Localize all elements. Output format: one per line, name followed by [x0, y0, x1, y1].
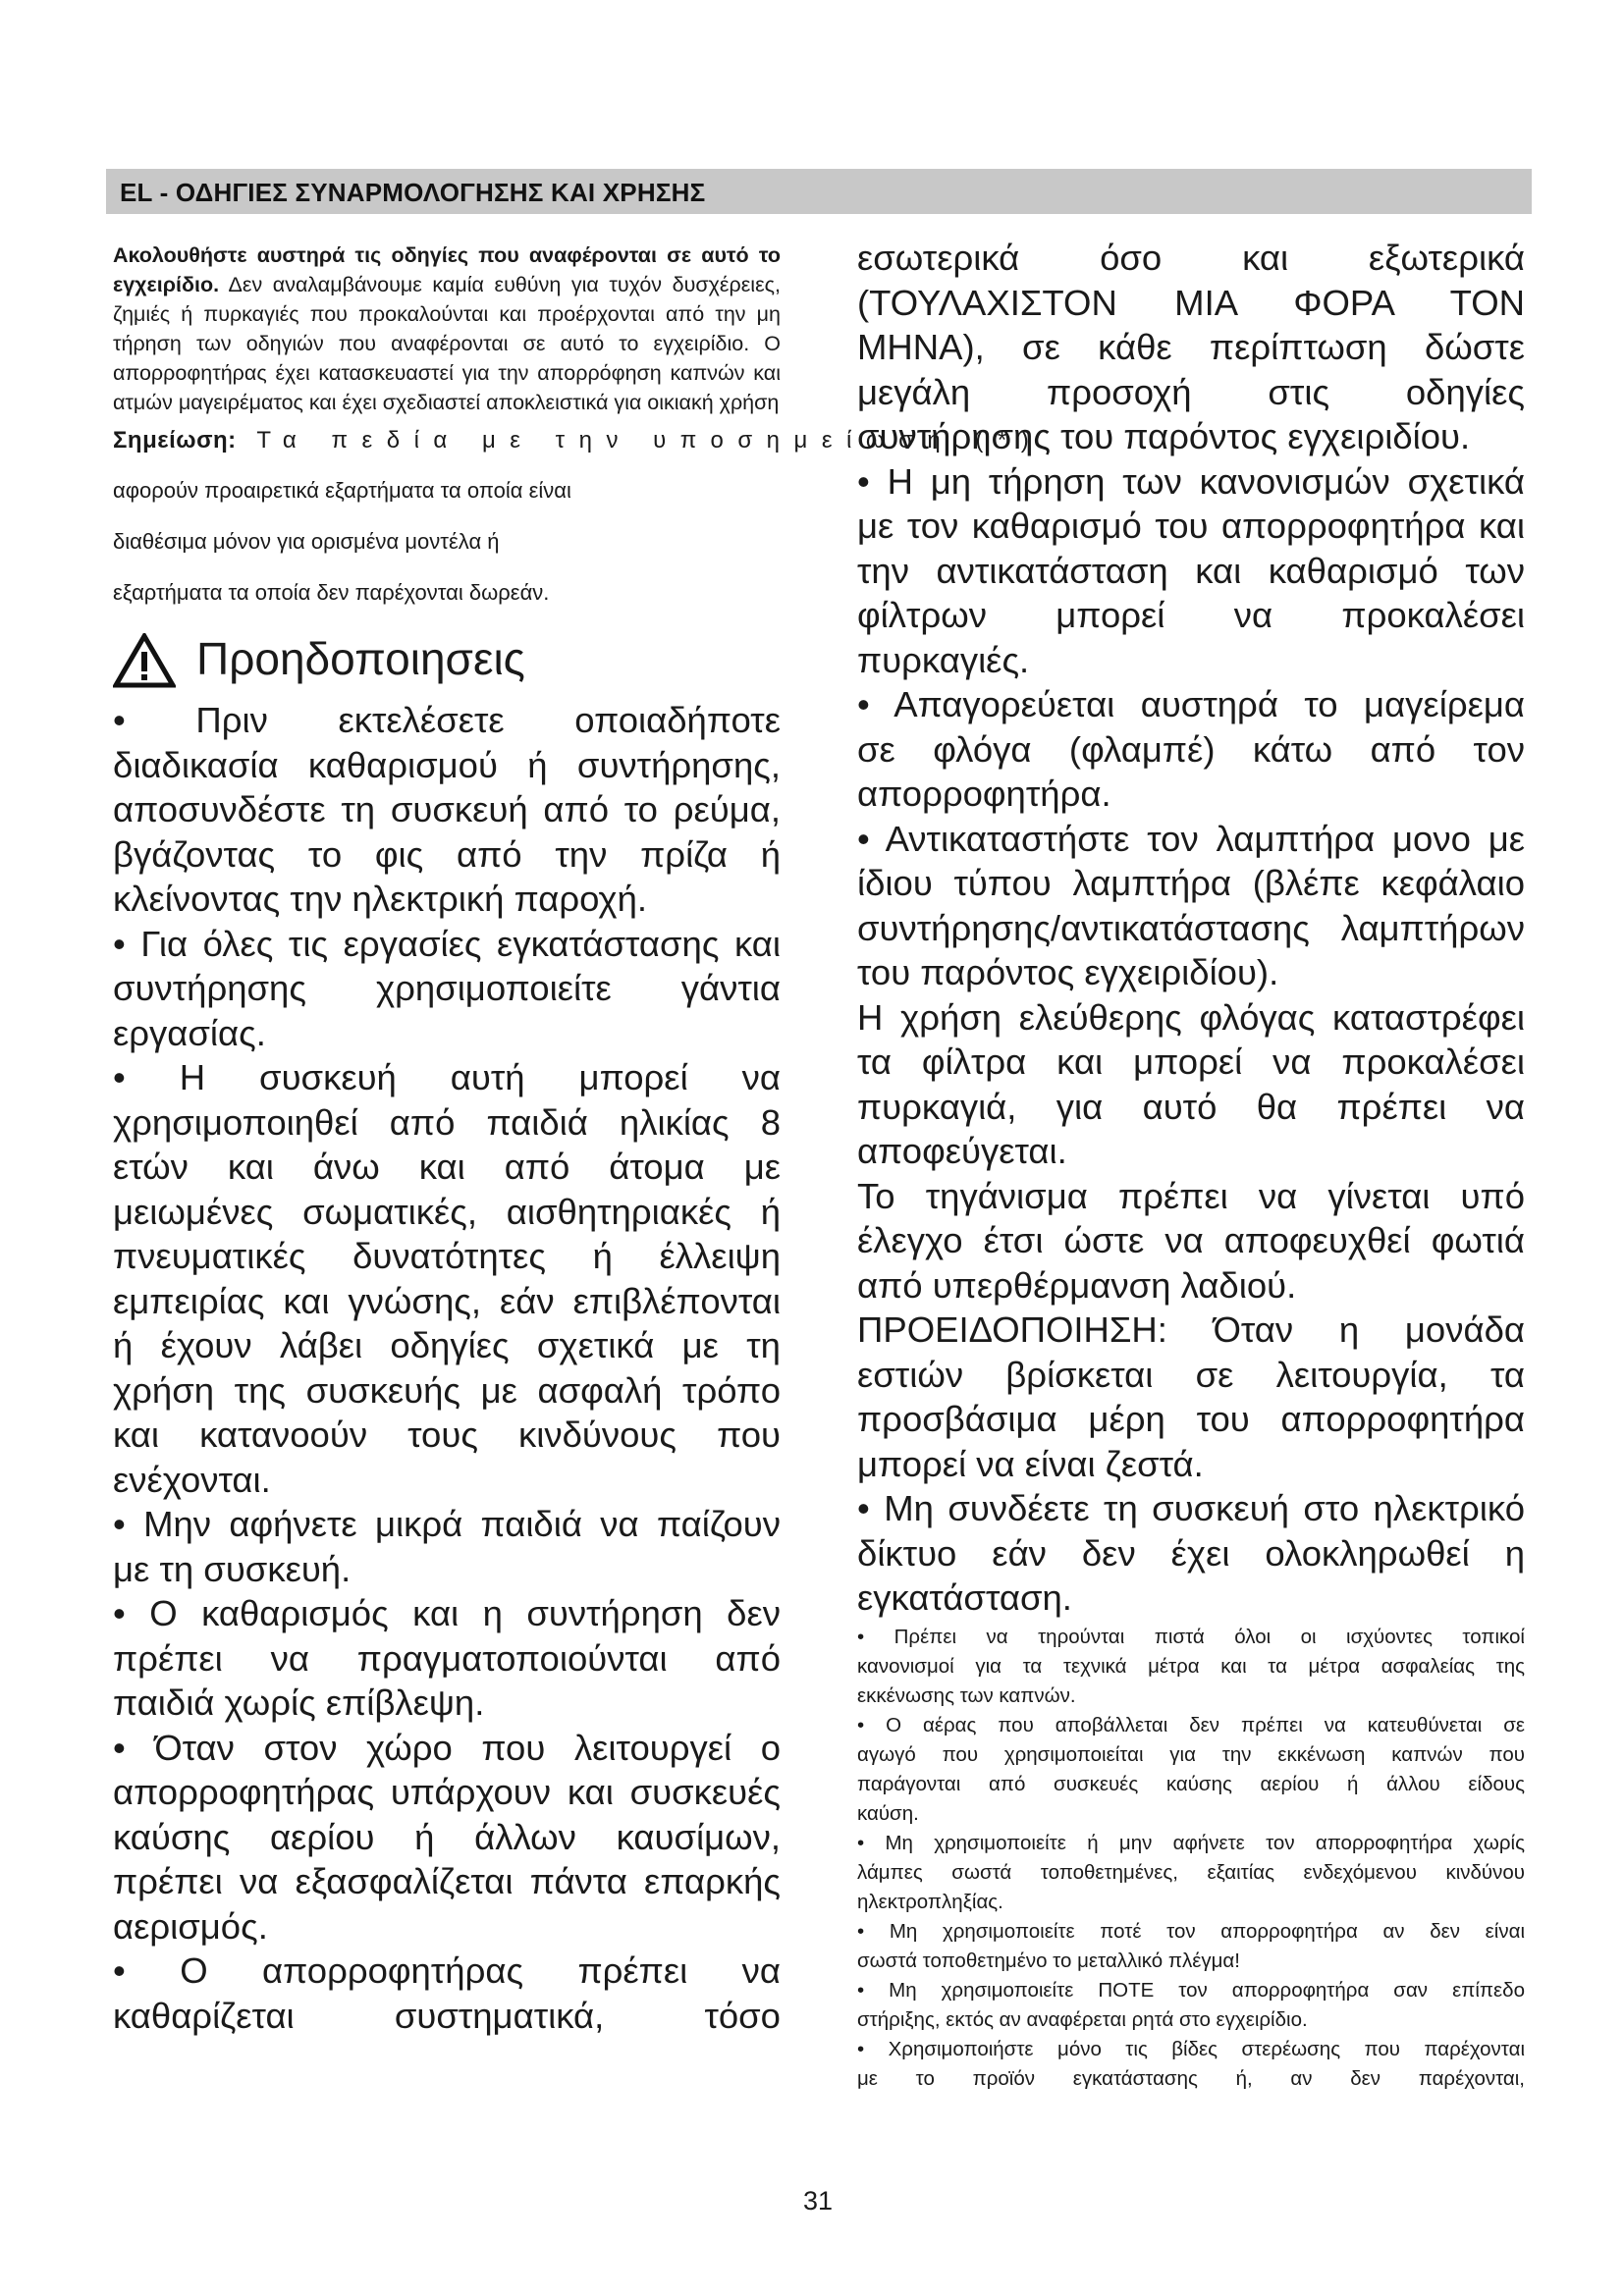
text-line: συντήρησης χρησιμοποιείτε γάντια — [113, 968, 781, 1008]
text-line: • Όταν στον χώρο που λειτουργεί ο — [113, 1727, 781, 1768]
text-line: τα φίλτρα και μπορεί να προκαλέσει — [857, 1041, 1525, 1082]
text-line: συντήρησης/αντικατάστασης λαμπτήρων — [857, 907, 1525, 948]
text-line: πρέπει να εξασφαλίζεται πάντα επαρκής — [113, 1861, 781, 1901]
text-line: • Ο απορροφητήρας πρέπει να — [113, 1950, 781, 1991]
text-line: εσωτερικά όσο και εξωτερικά — [857, 238, 1525, 278]
text-line: παιδιά χωρίς επίβλεψη. — [113, 1682, 485, 1723]
text-line: ΠΡΟΕΙΔΟΠΟΙΗΣΗ: Όταν η μονάδα — [857, 1309, 1525, 1350]
section-header-bar — [106, 169, 1532, 214]
text-line: με τον καθαρισμό του απορροφητήρα και — [857, 506, 1525, 546]
page-number: 31 — [802, 2186, 834, 2216]
small-text-line: με το προϊόν εγκατάστασης ή, αν δεν παρέχονται, — [857, 2066, 1525, 2090]
text-line: μεγάλη προσοχή στις οδηγίες — [857, 371, 1525, 412]
note-first-line — [113, 425, 1044, 456]
text-line: με τη συσκευή. — [113, 1548, 352, 1589]
text-line: εργασίας. — [113, 1012, 266, 1053]
note-line: εξαρτήματα τα οποία δεν παρέχονται δωρεάν. — [113, 580, 550, 605]
text-line: προσβάσιμα μέρη του απορροφητήρα — [857, 1399, 1525, 1439]
text-line: την αντικατάσταση και καθαρισμό των — [857, 550, 1525, 591]
text-line: πυρκαγιές. — [857, 639, 1030, 680]
warnings-right-small-text — [857, 1623, 1525, 2094]
right-column — [857, 236, 1525, 2094]
text-line: δίκτυο εάν δεν έχει ολοκληρωθεί η — [857, 1532, 1525, 1574]
text-line: εστιών βρίσκεται σε λειτουργία, τα — [857, 1354, 1525, 1395]
note-line: διαθέσιμα μόνον για ορισμένα μοντέλα ή — [113, 529, 500, 554]
text-line: αερισμός. — [113, 1905, 268, 1947]
text-line: Το τηγάνισμα πρέπει να γίνεται υπό — [857, 1175, 1525, 1216]
text-line: διαδικασία καθαρισμού ή συντήρησης, — [113, 744, 781, 785]
text-line: απορροφητήρας υπάρχουν και συσκευές — [113, 1772, 781, 1812]
warning-triangle-icon — [113, 633, 176, 688]
text-line: ΜΗΝΑ), σε κάθε περίπτωση δώστε — [857, 327, 1525, 367]
text-line: πρέπει να πραγματοποιούνται από — [113, 1637, 781, 1679]
text-line: • Πριν εκτελέσετε οποιαδήποτε — [113, 700, 781, 740]
text-line: χρήση της συσκευής με ασφαλή τρόπο — [113, 1369, 781, 1411]
text-line: • Για όλες τις εργασίες εγκατάστασης και — [113, 923, 781, 964]
text-line: Η χρήση ελεύθερης φλόγας καταστρέφει — [857, 996, 1525, 1038]
text-line: καθαρίζεται συστηματικά, τόσο — [113, 1995, 781, 2036]
small-text-line: παράγονται από συσκευές καύσης αερίου ή άλλου είδους — [857, 1772, 1525, 1795]
small-text-line: στήριξης, εκτός αν αναφέρεται ρητά στο εγχειρίδιο. — [857, 2007, 1308, 2031]
text-line: απορροφητήρα. — [857, 774, 1111, 814]
text-line: του παρόντος εγχειριδίου). — [857, 952, 1279, 992]
text-line: • Απαγορεύεται αυστηρά το μαγείρεμα — [857, 684, 1525, 724]
text-line: κλείνοντας την ηλεκτρική παροχή. — [113, 879, 648, 919]
note-line: αφορούν προαιρετικά εξαρτήματα τα οποία είναι — [113, 478, 571, 503]
warnings-title: Προηδοποιησεις — [196, 633, 525, 684]
text-line: έλεγχο έτσι ώστε να αποφευχθεί φωτιά — [857, 1220, 1525, 1260]
text-line: ή έχουν λάβει οδηγίες σχετικά με τη — [113, 1325, 781, 1365]
text-line: και κατανοούν τους κινδύνους που — [113, 1415, 781, 1455]
small-text-line: • Ο αέρας που αποβάλλεται δεν πρέπει να κατευθύνεται σε — [857, 1713, 1525, 1736]
text-line: • Η μη τήρηση των κανονισμών σχετικά — [857, 460, 1525, 502]
text-line: ετών και άνω και από άτομα με — [113, 1147, 781, 1187]
small-text-line: λάμπες σωστά τοποθετημένες, εξαιτίας ενδεχόμενου κινδύνου — [857, 1860, 1525, 1884]
text-line: πνευματικές δυνατότητες ή έλλειψη — [113, 1236, 781, 1276]
small-text-line: σωστά τοποθετημένο το μεταλλικό πλέγμα! — [857, 1949, 1240, 1972]
text-line: συντήρησης του παρόντος εγχειριδίου. — [857, 416, 1471, 456]
text-line: από υπερθέρμανση λαδιού. — [857, 1264, 1297, 1306]
text-line: • Ο καθαρισμός και η συντήρηση δεν — [113, 1593, 781, 1633]
text-line: χρησιμοποιηθεί από παιδιά ηλικίας 8 — [113, 1101, 781, 1143]
small-text-line: αγωγό που χρησιμοποιείται για την εκκένωση καπνών που — [857, 1742, 1525, 1766]
section-title: EL - ΟΔΗΓΙΕΣ ΣΥΝΑΡΜΟΛΟΓΗΣΗΣ ΚΑΙ ΧΡΗΣΗΣ — [120, 178, 706, 207]
text-line: σε φλόγα (φλαμπέ) κάτω από τον — [857, 728, 1525, 770]
text-line: μειωμένες σωματικές, αισθητηριακές ή — [113, 1191, 781, 1232]
text-line: αποσυνδέστε τη συσκευή από το ρεύμα, — [113, 789, 781, 829]
small-text-line: • Χρησιμοποιήστε μόνο τις βίδες στερέωσης που παρέχονται — [857, 2037, 1525, 2060]
text-line: φίλτρων μπορεί να προκαλέσει — [857, 595, 1525, 635]
text-line: • Η συσκευή αυτή μπορεί να — [113, 1057, 781, 1097]
small-text-line: καύση. — [857, 1801, 919, 1825]
text-line: μπορεί να είναι ζεστά. — [857, 1443, 1204, 1484]
note-lines — [113, 476, 781, 608]
text-line: βγάζοντας το φις από την πρίζα ή — [113, 833, 781, 875]
text-line: (ΤΟΥΛΑΧΙΣΤΟΝ ΜΙΑ ΦΟΡΑ ΤΟΝ — [857, 282, 1525, 323]
text-line: πυρκαγιά, για αυτό θα πρέπει να — [857, 1086, 1525, 1127]
intro-paragraph — [113, 240, 781, 417]
small-text-line: • Μη χρησιμοποιείτε ΠΟΤΕ τον απορροφητήρα σαν επίπεδο — [857, 1978, 1525, 2002]
warnings-heading — [113, 629, 781, 698]
text-line: εμπειρίας και γνώσης, εάν επιβλέπονται — [113, 1280, 781, 1321]
small-text-line: • Πρέπει να τηρούνται πιστά όλοι οι ισχύοντες τοπικοί — [857, 1625, 1525, 1648]
small-text-line: ηλεκτροπληξίας. — [857, 1890, 1003, 1913]
note-spaced-text: Τα πεδία με την υποσημείωση (*) — [236, 427, 1044, 454]
text-line: ίδιου τύπου λαμπτήρα (βλέπε κεφάλαιο — [857, 863, 1525, 903]
intro-bold-lead: Ακολουθήστε αυστηρά τις οδηγίες που αναφέρονται σε αυτό το εγχειρίδιο. — [113, 243, 781, 296]
text-line: • Μην αφήνετε μικρά παιδιά να παίζουν — [113, 1504, 781, 1544]
small-text-line: κανονισμοί για τα τεχνικά μέτρα και τα μέτρα ασφαλείας της — [857, 1654, 1525, 1678]
text-line: καύσης αερίου ή άλλων καυσίμων, — [113, 1816, 781, 1857]
intro-text: Δεν αναλαμβάνουμε καμία ευθύνη για τυχόν δυσχέρειες, ζημιές ή πυρκαγιές που προκαλούνται και προέρχονται από την μη τήρηση των οδηγιών που αναφέρονται σε αυτό το εγχειρίδιο. Ο απορροφητήρας έχει κατασκευαστεί για την απορρόφηση καπνών και ατμών μαγειρέματος και έχει σχεδιαστεί αποκλειστικά για οικιακή χρήση — [113, 273, 781, 414]
text-line: αποφεύγεται. — [857, 1131, 1067, 1171]
warnings-right-text — [857, 236, 1525, 1621]
small-text-line: • Μη χρησιμοποιείτε ή μην αφήνετε τον απορροφητήρα χωρίς — [857, 1831, 1525, 1854]
text-line: • Μη συνδέετε τη συσκευή στο ηλεκτρικό — [857, 1488, 1525, 1528]
text-line: ενέχονται. — [113, 1459, 271, 1500]
text-line: • Αντικαταστήστε τον λαμπτήρα μονο με — [857, 818, 1525, 859]
warnings-left-text — [113, 698, 781, 2038]
text-line: εγκατάσταση. — [857, 1577, 1072, 1618]
note-label: Σημείωση: — [113, 427, 237, 454]
small-text-line: εκκένωσης των καπνών. — [857, 1683, 1076, 1707]
small-text-line: • Μη χρησιμοποιείτε ποτέ τον απορροφητήρα αν δεν είναι — [857, 1919, 1525, 1943]
